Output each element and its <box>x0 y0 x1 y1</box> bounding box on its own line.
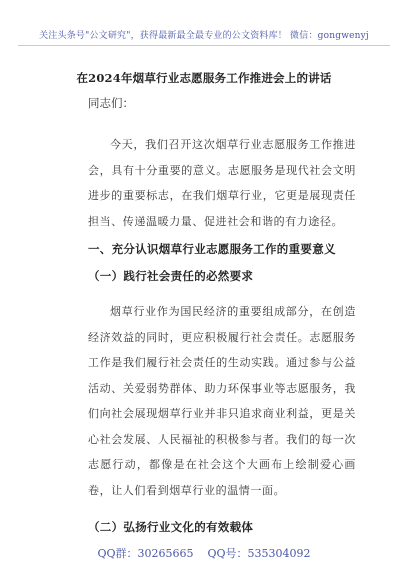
paragraph-intro: 今天，我们召开这次烟草行业志愿服务工作推进会，具有十分重要的意义。志愿服务是现代社会文明进步的重要标志，在我们烟草行业，它更是展现责任担当、传递温暖力量、促进社会和谐的有力途径。 <box>88 138 356 228</box>
header-notice: 关注头条号"公文研究"，获得最新最全最专业的公文资料库！ 微信：gongwenyj <box>39 31 369 41</box>
section-heading-1: 一、充分认识烟草行业志愿服务工作的重要意义 <box>88 242 336 256</box>
document-title: 在2024年烟草行业志愿服务工作推进会上的讲话 <box>76 71 332 85</box>
salutation: 同志们： <box>88 96 134 110</box>
paragraph-body: 烟草行业作为国民经济的重要组成部分，在创造经济效益的同时，更应积极履行社会责任。志愿服务工作是我们履行社会责任的生动实践。通过参与公益活动、关爱弱势群体、助力环保事业等志愿服务，我们向社会展现烟草行业并非只追求商业利益，更是关心社会发展、人民福祉的积极参与者。我们的每一次志愿行动，都像是在社会这个大画布上绘制爱心画卷，让人们看到烟草行业的温情一面。 <box>88 305 356 497</box>
footer-contact <box>0 545 408 561</box>
footer-qq-number: QQ号：535304092 <box>207 547 311 560</box>
footer-qq-group: QQ群：30265665 <box>97 547 194 560</box>
header-divider <box>18 45 390 46</box>
subsection-heading-2: （二）弘扬行业文化的有效载体 <box>88 520 254 534</box>
subsection-heading-1: （一）践行社会责任的必然要求 <box>88 269 254 283</box>
